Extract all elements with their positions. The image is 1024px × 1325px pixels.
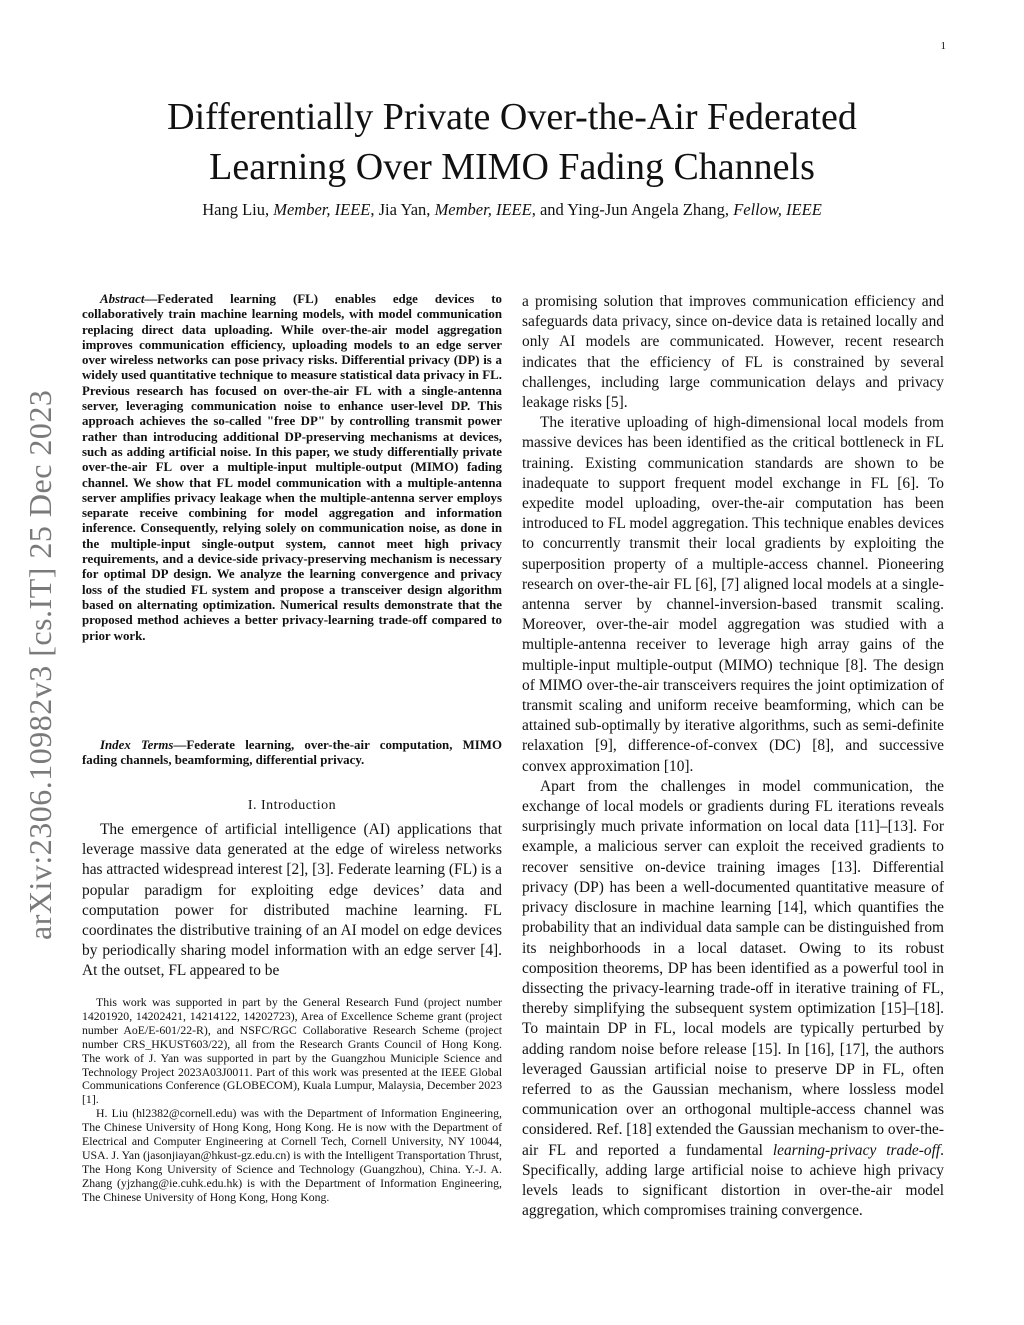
introduction-text <box>82 820 502 982</box>
footnote-affiliations: H. Liu (hl2382@cornell.edu) was with the Department of Information Engineering, The Chinese University of Hong Kong, Hong Kong. He is now with the Department of Electrical and Computer Engineering at Cornell Tech, Cornell University, NY 10044, USA. J. Yan (jasonjiayan@hkust-gz.edu.cn) is with the Intelligent Transportation Thrust, The Hong Kong University of Science and Technology (Guangzhou), China. Y.-J. A. Zhang (yjzhang@ie.cuhk.edu.hk) is with the Department of Information Engineering, The Chinese University of Hong Kong, Hong Kong. <box>82 1106 502 1204</box>
index-terms-text: —Federate learning, over-the-air computation, MIMO fading channels, beamforming, differential privacy. <box>82 738 502 768</box>
title-line-2: Learning Over MIMO Fading Channels <box>209 146 815 188</box>
footnotes <box>82 996 502 1205</box>
footnote-funding: This work was supported in part by the General Research Fund (project number 14201920, 14202421, 14214122, 14202723), Area of Excellence Scheme grant (project number AoE/E-601/22-R), and NSFC/RGC Collaborative Research Scheme (project number CRS_HKUST603/22), all from the Research Grants Council of Hong Kong. The work of J. Yan was supported in part by the Guangzhou Municiple Science and Technology Project 2023A03J0011. Part of this work was presented at the IEEE Global Communications Conference (GLOBECOM), Kuala Lumpur, Malaysia, December 2023 [1]. <box>82 995 502 1107</box>
index-terms-lead: Index Terms <box>100 738 174 752</box>
abstract-text: —Federated learning (FL) enables edge devices to collaboratively train machine learning models, with model communication replacing direct data uploading. While over-the-air model aggregation improves communication efficiency, uploading models to an edge server over wireless networks can pose privacy risks. Differential privacy (DP) is a widely used quantitative technique to measure statistical data privacy in FL. Previous research has focused on over-the-air FL with a single-antenna server, leveraging communication noise to enhance user-level DP. This approach achieves the so-called "free DP" by controlling transmit power rather than introducing additional DP-preserving mechanisms at devices, such as adding artificial noise. In this paper, we study differentially private over-the-air FL over a multiple-input multiple-output (MIMO) fading channel. We show that FL model communication with a multiple-antenna server amplifies privacy leakage when the multiple-antenna server employs separate receive combining for model aggregation and information inference. Consequently, relying solely on communication noise, as done in the multiple-input single-output system, cannot meet high privacy requirements, and a device-side privacy-preserving mechanism is necessary for optimal DP design. We analyze the learning convergence and privacy loss of the studied FL system and propose a transceiver design algorithm based on alternating optimization. Numerical results demonstrate that the proposed method achieves a better privacy-learning trade-off compared to prior work. <box>82 292 502 643</box>
right-paragraph-3 <box>522 777 944 1221</box>
right-paragraph-3-part-b: . Specifically, adding large artificial noise to achieve high privacy levels leads to significant distortion in over-the-air model aggregation, which compromises training convergence. <box>522 1141 944 1220</box>
author-list <box>60 200 964 220</box>
right-paragraph-2: The iterative uploading of high-dimensional local models from massive devices has been identified as the critical bottleneck in FL training. Existing communication standards are shown to be inadequate to support frequent model exchange in FL [6]. To expedite model uploading, over-the-air computation has been introduced to FL model aggregation. This technique enables devices to concurrently transmit their local gradients by exploiting the superposition property of a multiple-access channel. Pioneering research on over-the-air FL [6], [7] aligned local models at a single-antenna server by channel-inversion-based transmit scaling. Moreover, over-the-air model aggregation was studied with a multiple-antenna receiver to leverage high array gains of the multiple-input multiple-output (MIMO) technique [8]. The design of MIMO over-the-air transceivers requires the joint optimization of transmit scaling and uniform receive beamforming, which can be attained sub-optimally by iterative algorithms, such as semi-definite relaxation [9], difference-of-convex (DC) [8], and successive convex approximation [10]. <box>522 414 944 775</box>
abstract-lead: Abstract <box>100 292 145 306</box>
section-heading-introduction: I. Introduction <box>247 798 337 813</box>
intro-paragraph-1: The emergence of artificial intelligence (AI) applications that leverage massive data generated at the edge of wireless networks has attracted widespread interest [2], [3]. Federate learning (FL) is a popular paradigm for exploiting edge devices’ data and computation power for distributed machine learning. FL coordinates the distributive training of an AI model on edge devices by periodically sharing model information with an edge server [4]. At the outset, FL appeared to be <box>82 821 502 980</box>
right-paragraph-3-emphasis: learning-privacy trade-off <box>772 1141 941 1159</box>
author-3-name: , and Ying-Jun Angela Zhang, <box>531 200 734 219</box>
right-paragraph-3-part-a: Apart from the challenges in model communication, the exchange of local models or gradients during FL iterations reveals surprisingly much private information on local data [11]–[13]. For example, a malicious server can exploit the received gradients to recover sensitive on-device training images [13]. Differential privacy (DP) has been a well-documented quantitative measure of privacy disclosure in machine learning [14], which quantifies the probability that an individual data sample can be distinguished from its neighborhoods in a local dataset. Owing to its robust composition theorems, DP has been identified as a powerful tool in dissecting the privacy-learning trade-off in iterative training of FL, thereby simplifying the subsequent system optimization [15]–[18]. To maintain DP in FL, local models are typically perturbed by adding random noise before release [15]. In [16], [17], the authors leveraged Gaussian artificial noise to preserve DP in FL, often referred to as the Gaussian mechanism, where lossless model communication over an orthogonal multiple-access channel was considered. Ref. [18] extended the Gaussian mechanism to over-the-air FL and reported a fundamental <box>522 777 944 1159</box>
author-2-name: , Jia Yan, <box>370 200 435 219</box>
paper-title <box>100 92 924 192</box>
title-line-1: Differentially Private Over-the-Air Federated <box>167 96 857 138</box>
abstract <box>82 292 502 644</box>
author-1-role: Member, IEEE <box>273 200 371 219</box>
author-3-role: Fellow, IEEE <box>733 200 822 219</box>
arxiv-side-stamp: arXiv:2306.10982v3 [cs.IT] 25 Dec 2023 <box>22 389 58 940</box>
right-column <box>522 292 944 1221</box>
author-2-role: Member, IEEE <box>434 200 532 219</box>
right-paragraph-1: a promising solution that improves communication efficiency and safeguards data privacy, since on-device data is retained locally and only AI models are communicated. However, recent research indicates that the efficiency of FL is constrained by several challenges, including large communication delays and privacy leakage risks [5]. <box>522 293 944 412</box>
page-number: 1 <box>940 40 946 52</box>
index-terms <box>82 738 502 769</box>
author-1-name: Hang Liu, <box>202 200 274 219</box>
